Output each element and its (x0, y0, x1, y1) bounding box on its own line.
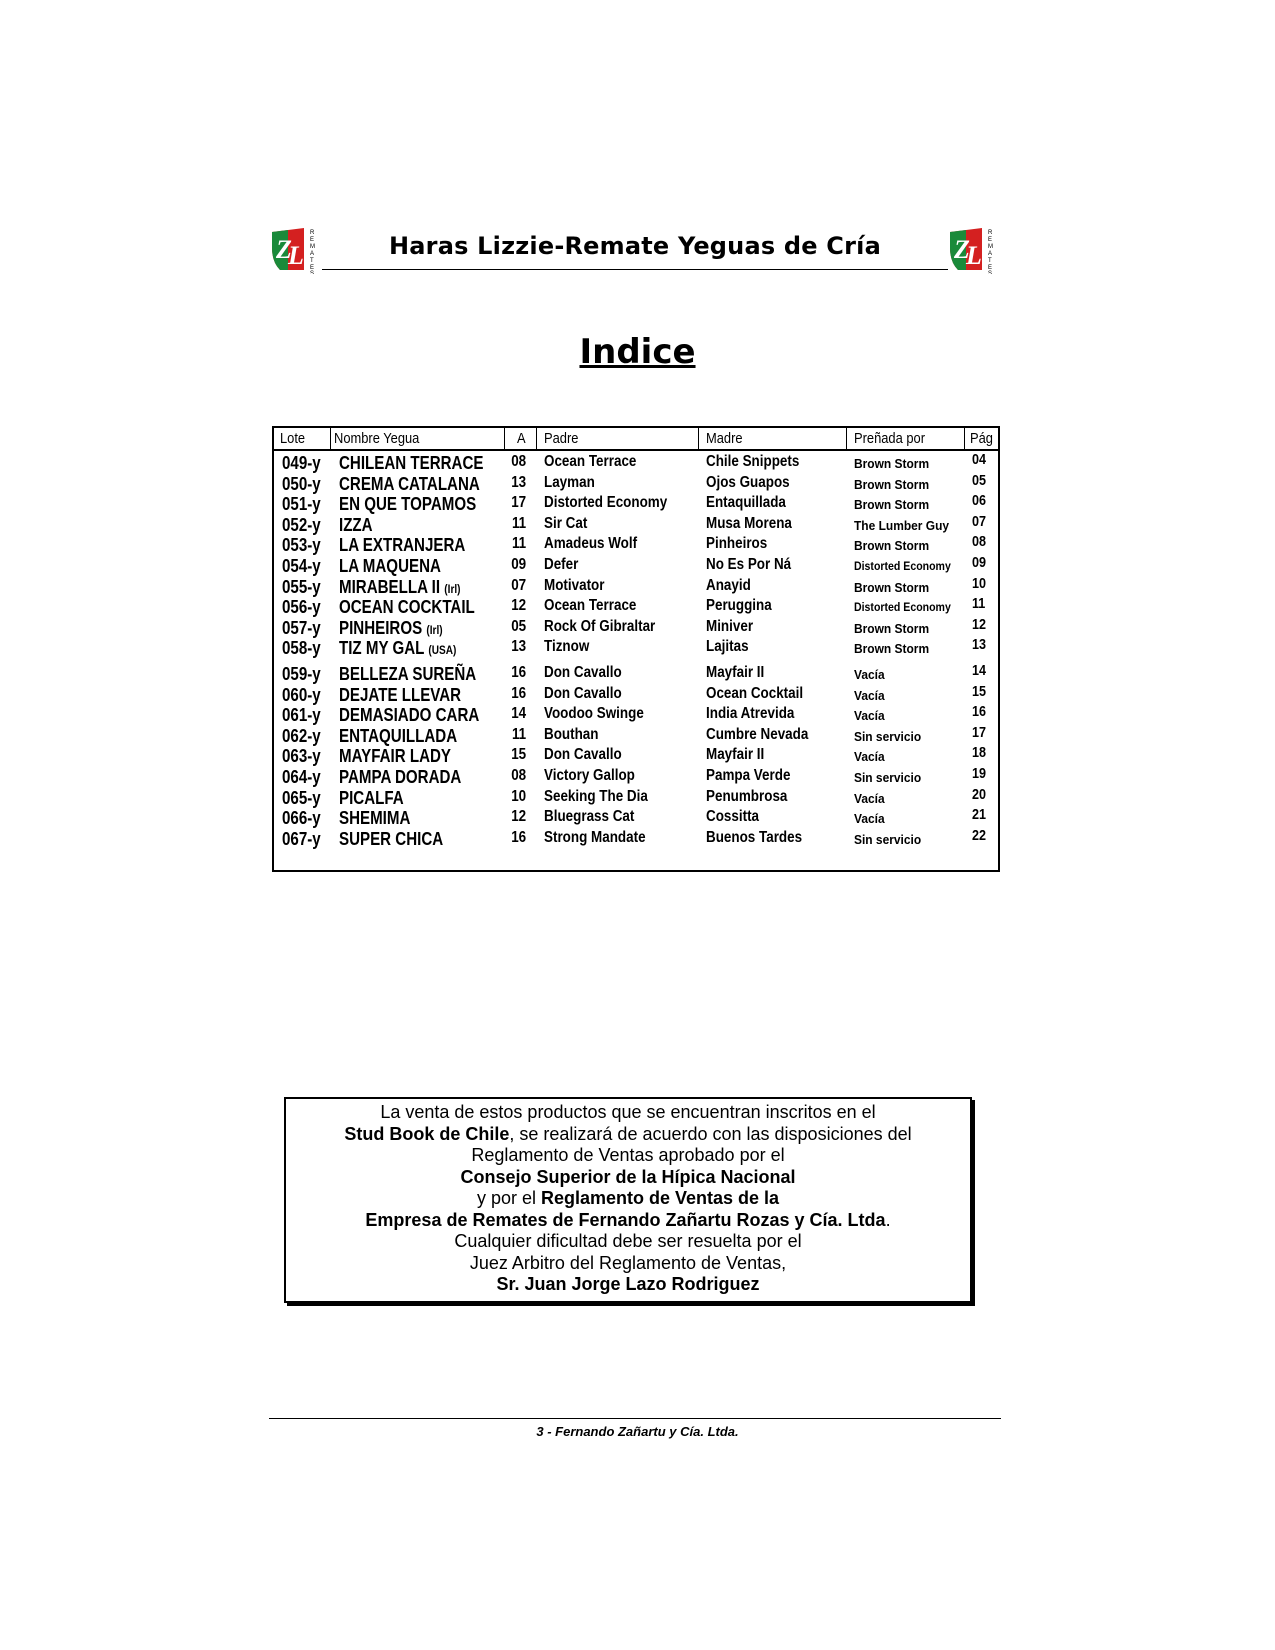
column-divider (698, 428, 699, 449)
index-table (272, 426, 1000, 872)
header-title: Haras Lizzie-Remate Yeguas de Cría (389, 232, 881, 260)
nombre-cell (339, 515, 373, 536)
page-number-cell: 20 (972, 785, 987, 803)
notice-line: Cualquier dificultad debe ser resuelta por el (454, 1231, 802, 1251)
column-divider (330, 428, 331, 449)
prenada-cell: Vacía (854, 811, 885, 827)
page-number-cell: 05 (972, 471, 987, 489)
age-cell: 05 (511, 617, 527, 635)
table-row (274, 574, 998, 598)
lote-cell: 058-y (282, 638, 321, 659)
column-header-lote: Lote (280, 430, 306, 447)
padre-cell: Bouthan (544, 725, 599, 743)
age-cell: 12 (511, 597, 527, 615)
prenada-cell: Brown Storm (854, 579, 930, 595)
nombre-text: PICALFA (339, 787, 404, 808)
notice-line: Consejo Superior de la Hípica Nacional (460, 1166, 796, 1187)
page-number-cell: 11 (972, 595, 986, 613)
table-row (274, 767, 998, 788)
nombre-cell (339, 685, 461, 706)
notice-line: Juez Arbitro del Reglamento de Ventas, (469, 1252, 787, 1273)
age-cell: 14 (511, 705, 527, 723)
svg-text:L: L (966, 241, 982, 270)
prenada-cell: Sin servicio (854, 728, 922, 744)
lote-cell: 053-y (282, 535, 321, 556)
age-cell: 16 (511, 684, 527, 702)
nombre-cell (339, 638, 456, 659)
origin-suffix: (USA) (428, 643, 457, 658)
prenada-cell: Brown Storm (854, 641, 930, 657)
age-cell: 11 (511, 725, 527, 743)
page-title: Indice (579, 332, 696, 372)
page-number-cell: 07 (972, 512, 987, 530)
nombre-cell (339, 788, 404, 809)
table-row (274, 682, 998, 706)
prenada-cell: Brown Storm (854, 620, 930, 636)
table-row (274, 723, 998, 747)
madre-cell: Musa Morena (706, 514, 792, 532)
column-header-pag: Pág (970, 430, 993, 447)
age-cell: 08 (511, 767, 527, 784)
prenada-cell: Vacía (854, 708, 885, 724)
age-cell: 17 (511, 494, 527, 512)
svg-text:E: E (988, 237, 993, 243)
madre-cell: Cumbre Nevada (706, 725, 809, 743)
age-cell: 07 (511, 576, 527, 594)
nombre-text: LA MAQUENA (339, 556, 441, 576)
svg-text:S: S (988, 271, 993, 274)
svg-text:M: M (310, 244, 315, 250)
table-row (274, 746, 998, 767)
notice-line (286, 1124, 970, 1146)
lote-cell: 051-y (282, 494, 321, 515)
origin-suffix: (Irl) (426, 622, 443, 637)
table-row (274, 638, 998, 659)
nombre-text: DEMASIADO CARA (339, 705, 480, 726)
notice-text: . (885, 1209, 891, 1230)
nombre-text: CHILEAN TERRACE (339, 453, 484, 473)
table-header-row (274, 428, 998, 451)
page-number-cell: 22 (972, 826, 987, 844)
company-logo-left (270, 226, 322, 274)
nombre-cell (339, 705, 479, 726)
lote-cell: 052-y (282, 514, 321, 535)
prenada-cell: Brown Storm (854, 497, 930, 513)
nombre-text: SUPER CHICA (339, 828, 444, 849)
prenada-cell: Sin servicio (854, 770, 922, 785)
table-row (274, 556, 998, 577)
table-row (274, 453, 998, 474)
madre-cell: Chile Snippets (706, 453, 800, 470)
origin-suffix: (Irl) (444, 581, 461, 596)
nombre-text: CREMA CATALANA (339, 473, 480, 494)
padre-cell: Rock Of Gibraltar (544, 617, 656, 635)
column-header-madre: Madre (706, 430, 743, 447)
prenada-cell: The Lumber Guy (854, 517, 950, 533)
table-row (274, 471, 998, 495)
notice-bold-text: Empresa de Remates de Fernando Zañartu Rozas y Cía. Ltda (365, 1209, 886, 1230)
nombre-cell (339, 664, 476, 685)
nombre-cell (339, 618, 443, 639)
table-row (274, 535, 998, 556)
page-number-cell: 18 (972, 744, 987, 762)
padre-cell: Ocean Terrace (544, 597, 637, 615)
table-row (274, 597, 998, 618)
column-divider (846, 428, 847, 449)
lote-cell: 060-y (282, 684, 321, 705)
notice-bold-text: Stud Book de Chile (344, 1123, 510, 1144)
padre-cell: Amadeus Wolf (544, 535, 638, 553)
page-number-cell: 04 (972, 451, 987, 468)
nombre-cell (339, 597, 475, 618)
age-cell: 09 (511, 556, 527, 573)
prenada-cell: Vacía (854, 790, 885, 806)
lote-cell: 066-y (282, 808, 321, 829)
column-divider (964, 428, 965, 449)
column-header-prenada: Preñada por (854, 430, 926, 447)
madre-cell: No Es Por Ná (706, 556, 792, 573)
notice-line: Sr. Juan Jorge Lazo Rodriguez (496, 1274, 760, 1294)
padre-cell: Strong Mandate (544, 828, 646, 846)
svg-text:E: E (988, 265, 993, 271)
prenada-cell: Brown Storm (854, 476, 930, 492)
nombre-cell (339, 556, 441, 577)
prenada-cell: Sin servicio (854, 831, 922, 847)
svg-text:E: E (310, 265, 315, 271)
nombre-cell (339, 767, 461, 788)
prenada-cell: Vacía (854, 667, 885, 682)
madre-cell: Ojos Guapos (706, 473, 790, 491)
age-cell: 13 (511, 473, 527, 491)
svg-text:Z: Z (954, 235, 970, 264)
nombre-cell (339, 577, 461, 598)
page-number-cell: 12 (972, 615, 987, 633)
lote-cell: 054-y (282, 556, 321, 576)
column-header-a: A (517, 430, 526, 447)
sale-notice (284, 1097, 972, 1303)
svg-text:R: R (988, 230, 993, 236)
madre-cell: Mayfair II (706, 664, 765, 681)
nombre-text: ENTAQUILLADA (339, 725, 458, 746)
padre-cell: Don Cavallo (544, 664, 622, 681)
svg-text:S: S (310, 271, 315, 274)
column-header-nombre: Nombre Yegua (334, 430, 420, 447)
madre-cell: India Atrevida (706, 705, 795, 723)
table-row (274, 664, 998, 685)
madre-cell: Ocean Cocktail (706, 684, 804, 702)
nombre-cell (339, 474, 480, 495)
page-number-cell: 19 (972, 765, 987, 782)
age-cell: 16 (511, 828, 527, 846)
prenada-cell: Brown Storm (854, 456, 930, 471)
padre-cell: Don Cavallo (544, 746, 622, 764)
svg-text:L: L (288, 241, 304, 270)
nombre-text: BELLEZA SUREÑA (339, 664, 477, 684)
madre-cell: Entaquillada (706, 494, 786, 512)
table-row (274, 705, 998, 726)
madre-cell: Mayfair II (706, 746, 765, 764)
madre-cell: Pampa Verde (706, 767, 791, 784)
lote-cell: 061-y (282, 705, 321, 726)
age-cell: 12 (511, 808, 527, 826)
nombre-cell (339, 808, 410, 829)
nombre-cell (339, 494, 476, 515)
svg-text:A: A (310, 251, 315, 257)
nombre-text: SHEMIMA (339, 808, 411, 829)
padre-cell: Tiznow (544, 638, 590, 656)
notice-line: Reglamento de Ventas aprobado por el (471, 1145, 785, 1165)
padre-cell: Sir Cat (544, 514, 588, 532)
page-number-cell: 08 (972, 533, 987, 551)
table-row (274, 785, 998, 809)
nombre-text: LA EXTRANJERA (339, 535, 466, 556)
column-header-padre: Padre (544, 430, 579, 447)
madre-cell: Cossitta (706, 808, 760, 826)
svg-text:M: M (988, 244, 993, 250)
padre-cell: Don Cavallo (544, 684, 622, 702)
prenada-cell: Distorted Economy (854, 559, 951, 573)
footer-divider (269, 1418, 1001, 1419)
lote-cell: 062-y (282, 725, 321, 746)
padre-cell: Voodoo Swinge (544, 705, 644, 723)
company-logo-right (948, 226, 1000, 274)
lote-cell: 055-y (282, 576, 321, 597)
page-number-cell: 21 (972, 806, 987, 824)
nombre-cell (339, 746, 451, 767)
lote-cell: 050-y (282, 473, 321, 494)
lote-cell: 063-y (282, 746, 321, 767)
nombre-text: EN QUE TOPAMOS (339, 494, 477, 515)
nombre-text: MAYFAIR LADY (339, 746, 452, 767)
svg-text:T: T (988, 258, 992, 264)
svg-text:A: A (988, 251, 993, 257)
nombre-text: IZZA (339, 514, 373, 535)
page-number-cell: 13 (972, 636, 987, 654)
madre-cell: Penumbrosa (706, 787, 788, 805)
svg-text:E: E (310, 237, 315, 243)
padre-cell: Ocean Terrace (544, 453, 637, 470)
padre-cell: Motivator (544, 576, 605, 594)
nombre-cell (339, 829, 443, 850)
age-cell: 08 (511, 453, 527, 470)
nombre-text: MIRABELLA II (339, 576, 441, 597)
lote-cell: 064-y (282, 767, 321, 787)
lote-cell: 065-y (282, 787, 321, 808)
svg-text:R: R (310, 230, 315, 236)
nombre-text: PAMPA DORADA (339, 767, 462, 787)
padre-cell: Layman (544, 473, 595, 491)
notice-line (286, 1210, 970, 1232)
lote-cell: 057-y (282, 617, 321, 638)
column-divider (504, 428, 505, 449)
page-number-cell: 17 (972, 723, 987, 741)
padre-cell: Distorted Economy (544, 494, 668, 512)
age-cell: 11 (511, 535, 527, 553)
footer-text: 3 - Fernando Zañartu y Cía. Ltda. (536, 1424, 739, 1439)
notice-text: y por el (476, 1188, 541, 1208)
prenada-cell: Distorted Economy (854, 600, 951, 615)
notice-line: La venta de estos productos que se encuentran inscritos en el (380, 1102, 876, 1122)
madre-cell: Buenos Tardes (706, 828, 803, 846)
padre-cell: Bluegrass Cat (544, 808, 635, 826)
age-cell: 11 (511, 514, 527, 532)
table-row (274, 826, 998, 850)
madre-cell: Peruggina (706, 597, 772, 615)
nombre-cell (339, 726, 457, 747)
page-number-cell: 06 (972, 492, 987, 510)
page-number-cell: 09 (972, 554, 987, 571)
column-divider (536, 428, 537, 449)
lote-cell: 049-y (282, 453, 321, 473)
age-cell: 15 (511, 746, 527, 764)
notice-bold-text: Reglamento de Ventas de la (540, 1188, 780, 1208)
nombre-cell (339, 453, 483, 474)
lote-cell: 056-y (282, 597, 321, 618)
prenada-cell: Vacía (854, 749, 885, 765)
age-cell: 16 (511, 664, 527, 681)
table-row (274, 494, 998, 515)
madre-cell: Lajitas (706, 638, 749, 656)
nombre-text: OCEAN COCKTAIL (339, 597, 475, 618)
padre-cell: Seeking The Dia (544, 787, 648, 805)
notice-text: , se realizará de acuerdo con las disposiciones del (509, 1123, 912, 1144)
prenada-cell: Brown Storm (854, 538, 930, 554)
page-number-cell: 15 (972, 682, 987, 700)
lote-cell: 059-y (282, 664, 321, 684)
page-number-cell: 10 (972, 574, 987, 592)
padre-cell: Victory Gallop (544, 767, 635, 784)
table-row (274, 808, 998, 829)
svg-text:T: T (310, 258, 314, 264)
page-number-cell: 16 (972, 703, 987, 721)
age-cell: 10 (511, 787, 527, 805)
page-number-cell: 14 (972, 662, 987, 679)
madre-cell: Pinheiros (706, 535, 768, 553)
nombre-text: PINHEIROS (339, 617, 423, 638)
madre-cell: Anayid (706, 576, 751, 594)
table-row (274, 615, 998, 639)
notice-line (286, 1188, 970, 1210)
padre-cell: Defer (544, 556, 579, 573)
header-divider (322, 269, 948, 270)
nombre-text: DEJATE LLEVAR (339, 684, 462, 705)
age-cell: 13 (511, 638, 527, 656)
madre-cell: Miniver (706, 617, 754, 635)
lote-cell: 067-y (282, 828, 321, 849)
table-row (274, 512, 998, 536)
svg-text:Z: Z (276, 235, 292, 264)
prenada-cell: Vacía (854, 687, 885, 703)
nombre-cell (339, 535, 465, 556)
nombre-text: TIZ MY GAL (339, 638, 425, 659)
